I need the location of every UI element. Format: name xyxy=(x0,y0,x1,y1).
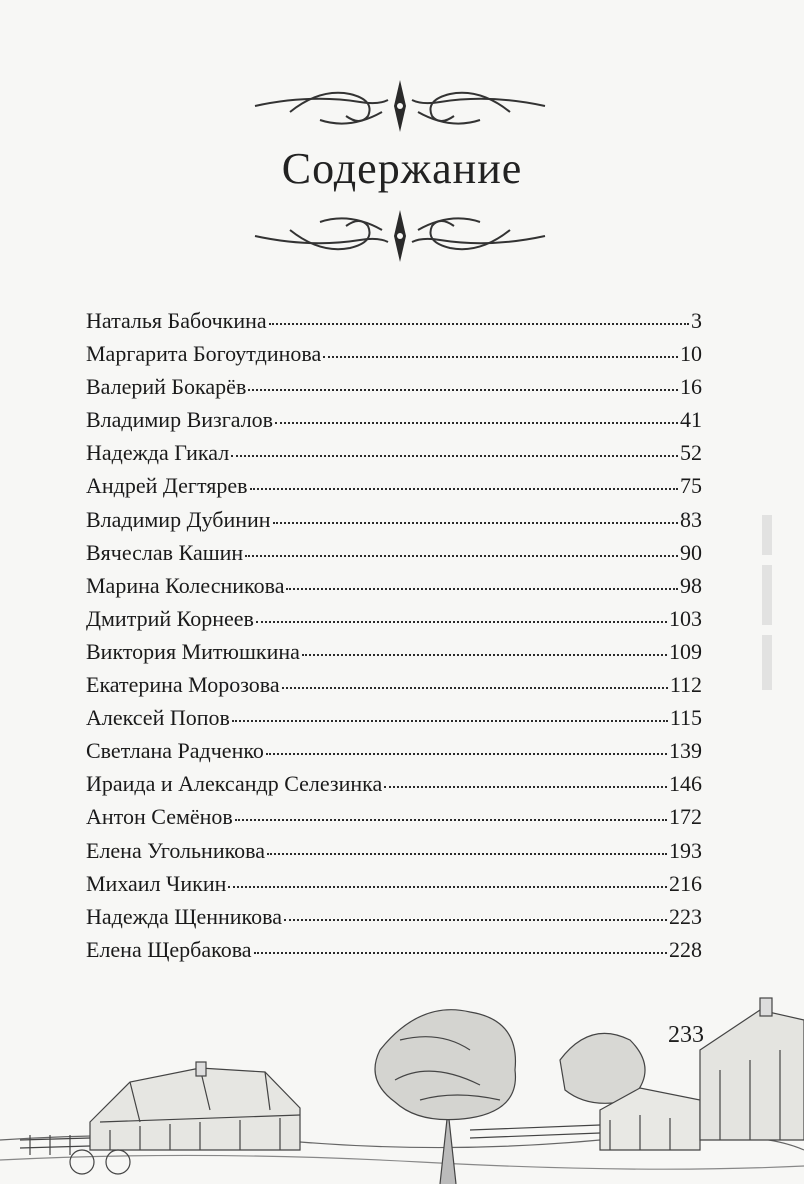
toc-author: Марина Колесникова xyxy=(86,572,285,598)
toc-author: Дмитрий Корнеев xyxy=(86,605,254,631)
top-ornament-icon xyxy=(250,72,550,142)
toc-author: Екатерина Морозова xyxy=(86,672,280,698)
toc-entry xyxy=(86,606,702,639)
toc-page-number: 109 xyxy=(669,638,702,664)
page-title: Содержание xyxy=(281,144,523,193)
toc-page-number: 172 xyxy=(669,804,702,830)
toc-author: Алексей Попов xyxy=(86,705,230,731)
dot-leader xyxy=(235,817,667,821)
toc-entry xyxy=(86,904,702,937)
dot-leader xyxy=(256,619,667,623)
toc-entry xyxy=(86,573,702,606)
toc-author: Елена Щербакова xyxy=(86,936,252,962)
toc-page-number: 75 xyxy=(680,473,702,499)
dot-leader xyxy=(267,851,667,855)
dot-leader xyxy=(254,950,667,954)
dot-leader xyxy=(245,553,678,557)
toc-entry xyxy=(86,639,702,672)
dot-leader xyxy=(231,453,678,457)
dot-leader xyxy=(232,718,668,722)
toc-entry xyxy=(86,804,702,837)
toc-page-number: 146 xyxy=(669,771,702,797)
toc-page-number: 115 xyxy=(669,705,702,731)
bottom-ornament-icon xyxy=(250,200,550,270)
toc-author: Владимир Дубинин xyxy=(86,506,271,532)
toc-author: Валерий Бокарёв xyxy=(86,374,247,400)
bleed-through-mark-icon xyxy=(748,510,788,700)
toc-author: Елена Угольникова xyxy=(86,837,266,863)
toc-entry xyxy=(86,672,702,705)
toc-author: Наталья Бабочкина xyxy=(86,308,267,333)
toc-page-number: 52 xyxy=(680,440,702,466)
toc-entry xyxy=(86,838,702,871)
toc-page-number: 139 xyxy=(669,738,702,764)
toc-author: Владимир Визгалов xyxy=(86,407,274,433)
dot-leader xyxy=(273,520,678,524)
toc-page-number: 16 xyxy=(680,374,702,400)
dot-leader xyxy=(286,586,678,590)
toc-entry xyxy=(86,308,702,341)
toc-author: Надежда Гикал xyxy=(86,440,230,466)
toc-entry xyxy=(86,440,702,473)
dot-leader xyxy=(228,884,667,888)
toc-page-number: 228 xyxy=(669,936,702,962)
toc-entry xyxy=(86,540,702,573)
toc-author: Андрей Дегтярев xyxy=(86,473,248,499)
toc-page-number: 10 xyxy=(680,341,702,367)
toc-page-number: 83 xyxy=(680,506,702,532)
toc-entry xyxy=(86,738,702,771)
page-number: 233 xyxy=(668,1022,704,1048)
toc-author: Ираида и Александр Селезинка xyxy=(86,771,383,797)
dot-leader xyxy=(266,751,667,755)
toc-page-number: 193 xyxy=(669,837,702,863)
toc-entry xyxy=(86,341,702,374)
toc-entry xyxy=(86,473,702,506)
village-landscape-illustration xyxy=(0,990,804,1184)
dot-leader xyxy=(269,321,689,325)
dot-leader xyxy=(250,486,678,490)
toc-author: Виктория Митюшкина xyxy=(86,638,300,664)
toc-entry xyxy=(86,771,702,804)
toc-page-number: 223 xyxy=(669,903,702,929)
toc-page-number: 41 xyxy=(680,407,702,433)
toc-page-number: 3 xyxy=(691,308,702,333)
toc-entry xyxy=(86,937,702,970)
table-of-contents xyxy=(86,308,702,970)
toc-page-number: 103 xyxy=(669,605,702,631)
toc-entry xyxy=(86,507,702,540)
toc-page-number: 98 xyxy=(680,572,702,598)
dot-leader xyxy=(284,917,667,921)
dot-leader xyxy=(282,685,668,689)
toc-entry xyxy=(86,374,702,407)
toc-author: Надежда Щенникова xyxy=(86,903,282,929)
toc-entry xyxy=(86,407,702,440)
toc-author: Светлана Радченко xyxy=(86,738,264,764)
toc-page-number: 90 xyxy=(680,539,702,565)
dot-leader xyxy=(275,420,678,424)
dot-leader xyxy=(302,652,667,656)
toc-entry xyxy=(86,705,702,738)
dot-leader xyxy=(323,354,678,358)
toc-author: Михаил Чикин xyxy=(86,870,227,896)
toc-page-number: 216 xyxy=(669,870,702,896)
toc-author: Маргарита Богоутдинова xyxy=(86,341,322,367)
toc-page-number: 112 xyxy=(669,672,702,698)
dot-leader xyxy=(248,387,678,391)
toc-entry xyxy=(86,871,702,904)
toc-author: Вячеслав Кашин xyxy=(86,539,244,565)
toc-author: Антон Семёнов xyxy=(86,804,233,830)
dot-leader xyxy=(384,784,667,788)
